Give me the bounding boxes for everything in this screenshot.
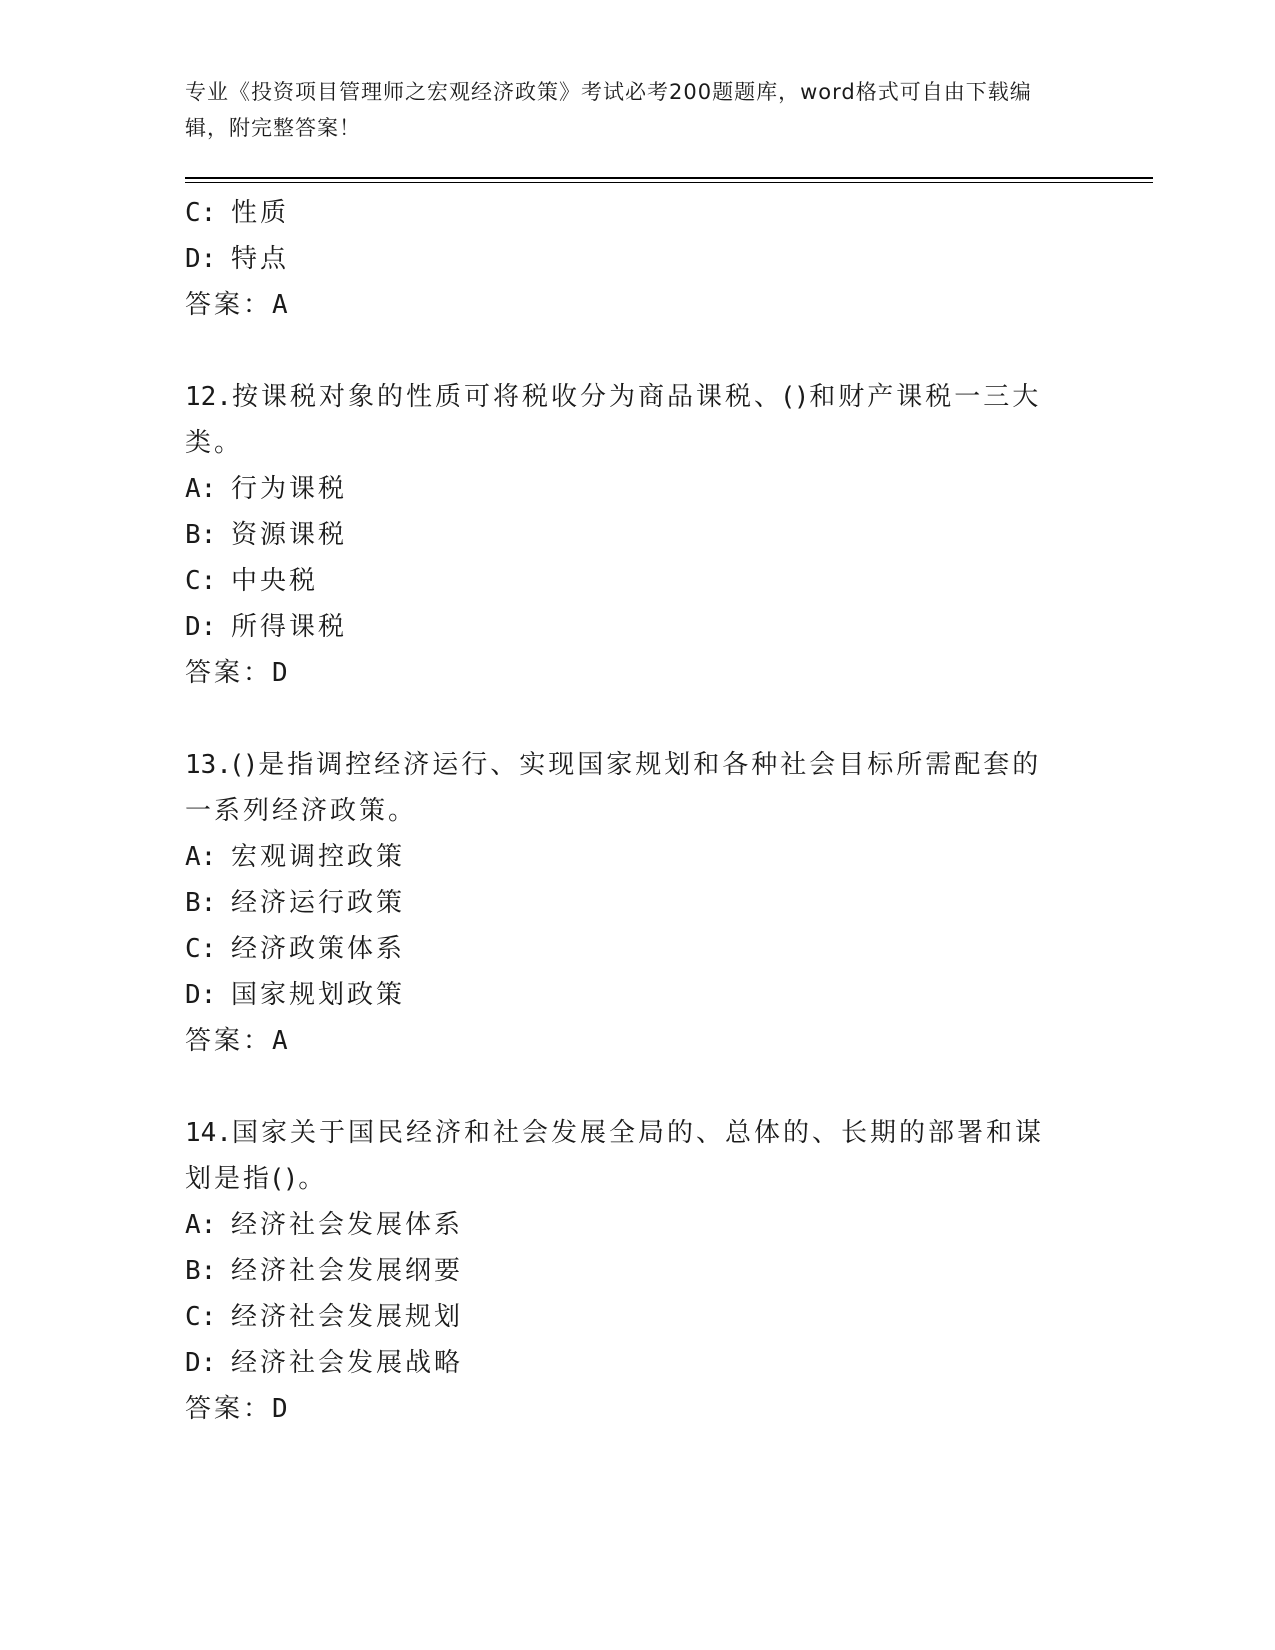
option-b bbox=[185, 880, 1085, 926]
question-14 bbox=[185, 1110, 1085, 1432]
option-text: 经济政策体系 bbox=[231, 934, 406, 964]
option-key: C: bbox=[185, 934, 217, 964]
option-d bbox=[185, 604, 1085, 650]
question-text: 国家关于国民经济和社会发展全局的、总体的、长期的部署和谋划是指()。 bbox=[185, 1118, 1044, 1194]
question-content bbox=[185, 190, 1085, 1432]
option-key: D: bbox=[185, 980, 217, 1010]
answer-value: D bbox=[272, 1394, 288, 1424]
question-stem bbox=[185, 1110, 1065, 1202]
option-key: A: bbox=[185, 1210, 217, 1240]
answer-line bbox=[185, 650, 1085, 696]
option-key: C: bbox=[185, 566, 217, 596]
answer-value: D bbox=[272, 658, 288, 688]
question-stem bbox=[185, 742, 1065, 834]
option-text: 经济社会发展纲要 bbox=[231, 1256, 464, 1286]
question-12 bbox=[185, 374, 1085, 696]
option-key: C: bbox=[185, 1302, 217, 1332]
answer-line bbox=[185, 1018, 1085, 1064]
option-text: 经济运行政策 bbox=[231, 888, 406, 918]
answer-value: A bbox=[272, 1026, 288, 1056]
option-key: B: bbox=[185, 520, 217, 550]
option-text: 资源课税 bbox=[231, 520, 348, 550]
option-text: 国家规划政策 bbox=[231, 980, 406, 1010]
option-text: 行为课税 bbox=[231, 474, 348, 504]
question-number: 13. bbox=[185, 750, 232, 780]
continued-question bbox=[185, 190, 1085, 328]
question-number: 12. bbox=[185, 382, 232, 412]
option-b bbox=[185, 1248, 1085, 1294]
answer-value: A bbox=[272, 290, 288, 320]
option-text: 经济社会发展规划 bbox=[231, 1302, 464, 1332]
option-text: 特点 bbox=[231, 244, 290, 274]
question-text: 按课税对象的性质可将税收分为商品课税、()和财产课税一三大类。 bbox=[185, 382, 1042, 458]
option-b bbox=[185, 512, 1085, 558]
question-stem bbox=[185, 374, 1065, 466]
question-number: 14. bbox=[185, 1118, 232, 1148]
option-key: D: bbox=[185, 244, 217, 274]
header-rule-thick bbox=[185, 177, 1153, 179]
answer-line bbox=[185, 1386, 1085, 1432]
option-key: C: bbox=[185, 198, 217, 228]
option-a bbox=[185, 834, 1085, 880]
option-text: 所得课税 bbox=[231, 612, 348, 642]
option-text: 宏观调控政策 bbox=[231, 842, 406, 872]
option-d bbox=[185, 236, 1085, 282]
option-a bbox=[185, 466, 1085, 512]
option-text: 经济社会发展体系 bbox=[231, 1210, 464, 1240]
answer-line bbox=[185, 282, 1085, 328]
option-a bbox=[185, 1202, 1085, 1248]
answer-label: 答案： bbox=[185, 1026, 273, 1056]
answer-label: 答案： bbox=[185, 290, 273, 320]
option-d bbox=[185, 1340, 1085, 1386]
answer-label: 答案： bbox=[185, 1394, 273, 1424]
option-text: 性质 bbox=[231, 198, 290, 228]
option-text: 经济社会发展战略 bbox=[231, 1348, 464, 1378]
option-key: A: bbox=[185, 842, 217, 872]
option-text: 中央税 bbox=[231, 566, 319, 596]
question-text: ()是指调控经济运行、实现国家规划和各种社会目标所需配套的一系列经济政策。 bbox=[185, 750, 1042, 826]
option-c bbox=[185, 190, 1085, 236]
option-d bbox=[185, 972, 1085, 1018]
option-key: D: bbox=[185, 612, 217, 642]
option-c bbox=[185, 1294, 1085, 1340]
answer-label: 答案： bbox=[185, 658, 273, 688]
question-13 bbox=[185, 742, 1085, 1064]
header-rule-thin bbox=[185, 182, 1153, 183]
option-c bbox=[185, 926, 1085, 972]
option-key: B: bbox=[185, 1256, 217, 1286]
option-key: B: bbox=[185, 888, 217, 918]
option-c bbox=[185, 558, 1085, 604]
option-key: D: bbox=[185, 1348, 217, 1378]
page-header: 专业《投资项目管理师之宏观经济政策》考试必考200题题库，word格式可自由下载编辑，附完整答案！ bbox=[185, 80, 1032, 140]
option-key: A: bbox=[185, 474, 217, 504]
